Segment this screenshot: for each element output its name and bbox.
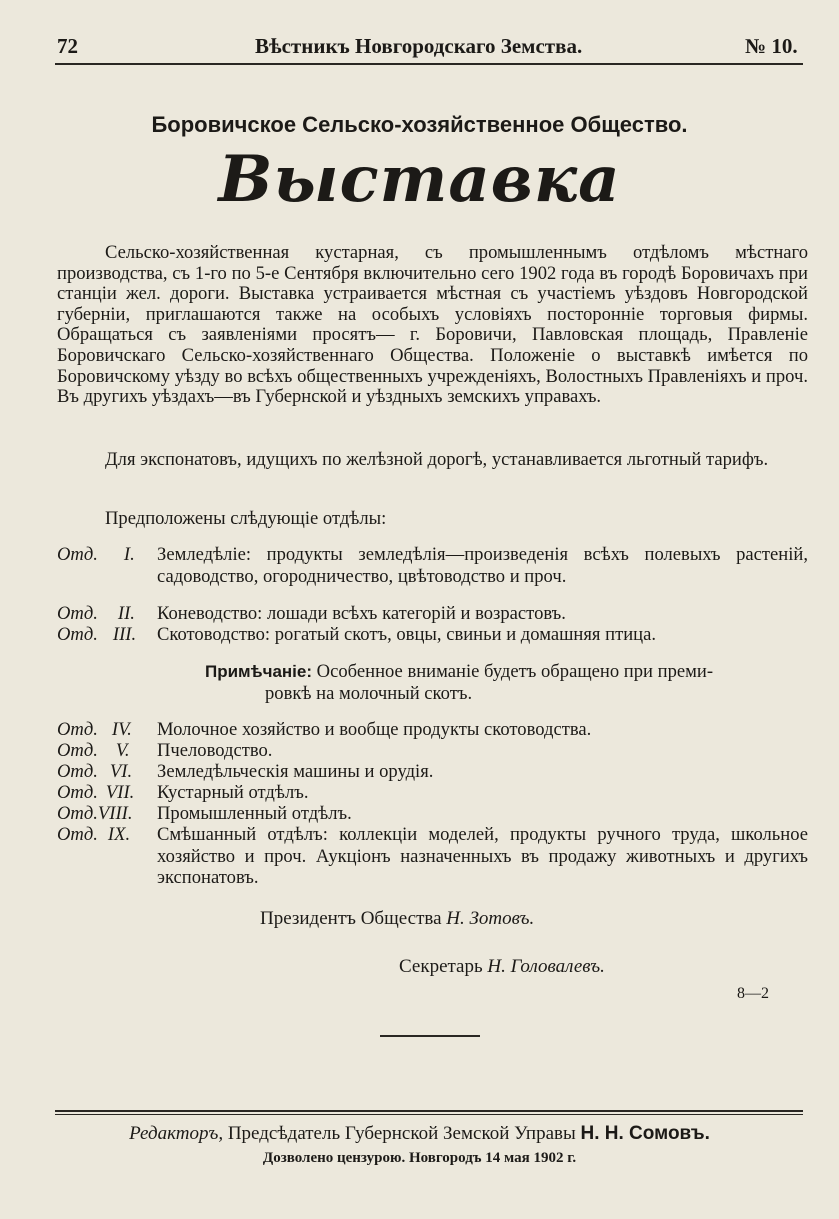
censor-line: Дозволено цензурою. Новгородъ 14 мая 1902 г. xyxy=(262,1150,577,1166)
department-item: Отд. VII. Кустарный отдѣлъ. xyxy=(57,782,309,803)
department-item: Отд. IV. Молочное хозяйство и вообще продукты скотоводства. xyxy=(57,719,592,740)
issue-mark: 8—2 xyxy=(737,985,769,1002)
department-item: Отд.VIII. Промышленный отдѣлъ. xyxy=(57,803,352,824)
editor-line: Редакторъ, Предсѣдатель Губернской Земской Управы Н. Н. Сомовъ. xyxy=(129,1123,710,1144)
sections-intro: Предположены слѣдующіе отдѣлы: xyxy=(105,508,387,529)
department-item: Отд. III. Скотоводство: рогатый скотъ, овцы, свиньи и домашняя птица. xyxy=(57,624,656,645)
footer-rule-thin xyxy=(55,1114,803,1115)
page-title: Выставка xyxy=(218,142,621,217)
end-rule xyxy=(380,1035,480,1037)
note-block xyxy=(205,661,808,704)
page-number: 72 xyxy=(57,34,78,58)
department-item: Отд. V. Пчеловодство. xyxy=(57,740,273,761)
journal-title: Вѣстникъ Новгородскаго Земства. xyxy=(255,34,583,58)
issue-number: № 10. xyxy=(745,34,798,58)
header-rule xyxy=(55,63,803,65)
tariff-paragraph: Для экспонатовъ, идущихъ по желѣзной дорогѣ, устанавливается льготный тарифъ. xyxy=(105,449,769,470)
secretary-signature: Секретарь Н. Головалевъ. xyxy=(399,956,605,977)
footer-rule-top xyxy=(55,1110,803,1112)
department-item: Отд. II. Коневодство: лошади всѣхъ категорій и возрастовъ. xyxy=(57,603,566,624)
department-item: Отд. VI. Земледѣльческія машины и орудія. xyxy=(57,761,434,782)
note-line1: Особенное вниманіе будетъ обращено при преми- xyxy=(316,661,714,682)
announcement-paragraph: Сельско-хозяйственная кустарная, съ промышленнымъ отдѣломъ мѣстнаго производства, съ 1-го по 5-е Сентября включительно сего 1902 года въ городѣ Боровичахъ при станціи жел. дороги. Выставка устраивается мѣстная съ участіемъ уѣздовъ Новгородской губерніи, приглашаются также на особыхъ условіяхъ посторонніе торговыя фирмы. Обращаться съ заявленіями просятъ— г. Боровичи, Павловская площадь, Правленіе Боровичскаго Сельско-хозяйственнаго Общества. Положеніе о выставкѣ имѣется по Боровичскому уѣзду во всѣхъ общественныхъ учрежденіяхъ, Волостныхъ Правленіяхъ и проч. Въ другихъ уѣздахъ—въ Губернской и уѣздныхъ земскихъ управахъ. xyxy=(57,242,808,408)
society-name: Боровичское Сельско-хозяйственное Общество. xyxy=(151,112,688,137)
department-item: Отд. IX. Смѣшанный отдѣлъ: коллекціи моделей, продукты ручного труда, школьное хозяйство и проч. Аукціонъ назначенныхъ въ продажу животныхъ и другихъ экспонатовъ. xyxy=(57,824,808,888)
note-heading: Примѣчаніе: xyxy=(205,662,313,681)
note-line2: ровкѣ на молочный скотъ. xyxy=(265,682,473,704)
department-item: Отд. I. Земледѣліе: продукты земледѣлія—произведенія всѣхъ полевыхъ растеній, садоводство, огородничество, цвѣтоводство и проч. xyxy=(57,544,808,587)
president-signature: Президентъ Общества Н. Зотовъ. xyxy=(260,908,535,929)
